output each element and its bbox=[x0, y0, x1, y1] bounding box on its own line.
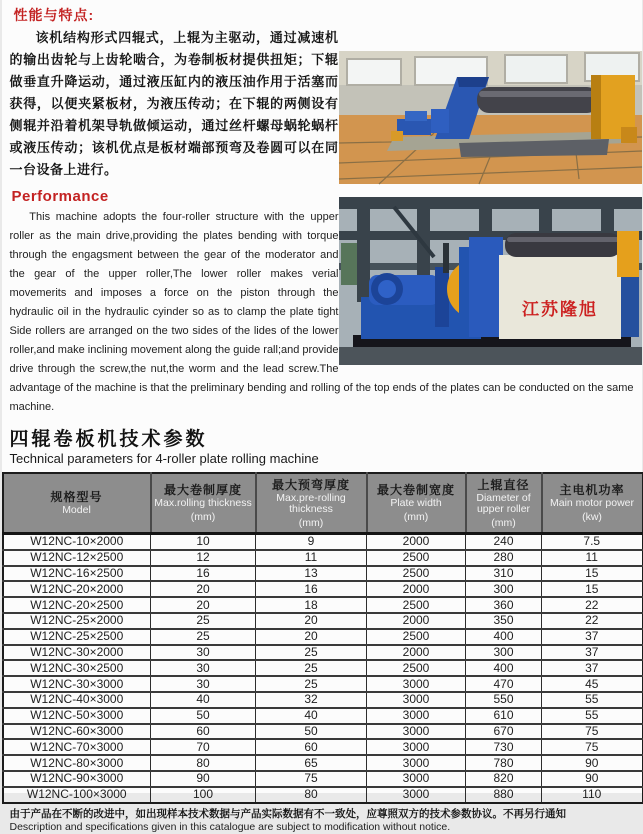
model-cell: W12NC-30×3000 bbox=[3, 676, 151, 692]
value-cell: 60 bbox=[151, 724, 256, 740]
value-cell: 75 bbox=[542, 724, 643, 740]
value-cell: 880 bbox=[466, 787, 542, 803]
model-cell: W12NC-40×3000 bbox=[3, 692, 151, 708]
value-cell: 7.5 bbox=[542, 534, 643, 550]
table-row bbox=[3, 566, 643, 582]
value-cell: 13 bbox=[256, 566, 367, 582]
model-cell: W12NC-20×2500 bbox=[3, 597, 151, 613]
value-cell: 25 bbox=[151, 613, 256, 629]
value-cell: 60 bbox=[256, 739, 367, 755]
model-cell: W12NC-30×2500 bbox=[3, 660, 151, 676]
value-cell: 11 bbox=[542, 550, 643, 566]
top-roller bbox=[477, 87, 599, 113]
value-cell: 20 bbox=[151, 581, 256, 597]
machine-photo-top bbox=[339, 51, 642, 184]
intro-section bbox=[2, 0, 642, 417]
value-cell: 3000 bbox=[367, 692, 466, 708]
value-cell: 50 bbox=[256, 724, 367, 740]
value-cell: 80 bbox=[256, 787, 367, 803]
table-row bbox=[3, 613, 643, 629]
value-cell: 3000 bbox=[367, 787, 466, 803]
catalog-page bbox=[2, 0, 642, 793]
value-cell: 40 bbox=[256, 708, 367, 724]
value-cell: 25 bbox=[256, 676, 367, 692]
value-cell: 22 bbox=[542, 613, 643, 629]
value-cell: 37 bbox=[542, 645, 643, 661]
value-cell: 780 bbox=[466, 755, 542, 771]
value-cell: 820 bbox=[466, 771, 542, 787]
value-cell: 470 bbox=[466, 676, 542, 692]
table-row bbox=[3, 739, 643, 755]
table-row bbox=[3, 660, 643, 676]
value-cell: 2500 bbox=[367, 660, 466, 676]
table-row bbox=[3, 597, 643, 613]
table-row bbox=[3, 534, 643, 550]
upper-roller bbox=[505, 233, 621, 257]
model-cell: W12NC-16×2500 bbox=[3, 566, 151, 582]
header-roller-diameter: 上辊直径 Diameter of upper roller (mm) bbox=[466, 473, 542, 534]
value-cell: 3000 bbox=[367, 771, 466, 787]
value-cell: 2500 bbox=[367, 566, 466, 582]
model-cell: W12NC-25×2000 bbox=[3, 613, 151, 629]
table-row bbox=[3, 550, 643, 566]
value-cell: 45 bbox=[542, 676, 643, 692]
value-cell: 2500 bbox=[367, 629, 466, 645]
model-cell: W12NC-12×2500 bbox=[3, 550, 151, 566]
value-cell: 310 bbox=[466, 566, 542, 582]
brand-panel bbox=[499, 255, 621, 339]
value-cell: 360 bbox=[466, 597, 542, 613]
value-cell: 400 bbox=[466, 660, 542, 676]
value-cell: 3000 bbox=[367, 676, 466, 692]
value-cell: 32 bbox=[256, 692, 367, 708]
model-cell: W12NC-25×2500 bbox=[3, 629, 151, 645]
model-cell: W12NC-20×2000 bbox=[3, 581, 151, 597]
model-cell: W12NC-30×2000 bbox=[3, 645, 151, 661]
value-cell: 30 bbox=[151, 676, 256, 692]
model-cell: W12NC-60×3000 bbox=[3, 724, 151, 740]
footnote bbox=[10, 808, 634, 834]
specs-title-en: Technical parameters for 4-roller plate rolling machine bbox=[10, 451, 642, 467]
value-cell: 2000 bbox=[367, 581, 466, 597]
right-frame bbox=[591, 75, 637, 143]
value-cell: 670 bbox=[466, 724, 542, 740]
value-cell: 9 bbox=[256, 534, 367, 550]
value-cell: 240 bbox=[466, 534, 542, 550]
value-cell: 25 bbox=[256, 660, 367, 676]
value-cell: 55 bbox=[542, 708, 643, 724]
value-cell: 25 bbox=[256, 645, 367, 661]
value-cell: 3000 bbox=[367, 724, 466, 740]
value-cell: 2000 bbox=[367, 613, 466, 629]
table-row bbox=[3, 581, 643, 597]
value-cell: 400 bbox=[466, 629, 542, 645]
value-cell: 15 bbox=[542, 581, 643, 597]
value-cell: 10 bbox=[151, 534, 256, 550]
brand-text: 江苏隆旭 bbox=[522, 299, 598, 319]
value-cell: 610 bbox=[466, 708, 542, 724]
table-row bbox=[3, 724, 643, 740]
specs-table bbox=[2, 472, 643, 804]
value-cell: 40 bbox=[151, 692, 256, 708]
value-cell: 20 bbox=[151, 597, 256, 613]
value-cell: 50 bbox=[151, 708, 256, 724]
value-cell: 3000 bbox=[367, 755, 466, 771]
table-row bbox=[3, 629, 643, 645]
model-cell: W12NC-50×3000 bbox=[3, 708, 151, 724]
value-cell: 75 bbox=[256, 771, 367, 787]
value-cell: 16 bbox=[151, 566, 256, 582]
table-row bbox=[3, 692, 643, 708]
product-photos bbox=[339, 51, 642, 365]
value-cell: 2500 bbox=[367, 597, 466, 613]
value-cell: 280 bbox=[466, 550, 542, 566]
value-cell: 70 bbox=[151, 739, 256, 755]
value-cell: 550 bbox=[466, 692, 542, 708]
value-cell: 37 bbox=[542, 660, 643, 676]
table-row bbox=[3, 771, 643, 787]
right-yellow-mount bbox=[617, 231, 639, 277]
value-cell: 37 bbox=[542, 629, 643, 645]
header-max-rolling: 最大卷制厚度 Max.rolling thickness (mm) bbox=[151, 473, 256, 534]
value-cell: 16 bbox=[256, 581, 367, 597]
performance-body: This machine adopts the four-roller structure with the upper roller as the main drive,providing the plates bending with torque through the engagsment between the gear of the moderator and the gear of the upper roller,The lower roller makes verial movemerits and imposes a force on the piston through the hydraulic oil in the hydraulic cyinder so as to clamp the plate tight Side rollers are arranged on the two sides of the lides of the lower roller,and make inclining movement along the guide rall;and provide drive through the screw,the nut,the worm and the lead screw.The advantage of the machine is that the preliminary bending and rolling of the top ends of the plates can be conducted on the same machine. bbox=[10, 208, 634, 417]
specs-title-cn: 四辊卷板机技术参数 bbox=[10, 429, 642, 451]
value-cell: 80 bbox=[151, 755, 256, 771]
value-cell: 350 bbox=[466, 613, 542, 629]
value-cell: 110 bbox=[542, 787, 643, 803]
table-row bbox=[3, 645, 643, 661]
features-body: 该机结构形式四辊式，上辊为主驱动，通过减速机的输出齿轮与上齿轮啮合，为卷制板材提供扭矩；下辊做垂直升降运动，通过液压缸内的液压油作用于活塞而获得，以便夹紧板材，为液压传动；在下辊的两侧设有侧辊并沿着机架导轨做倾运动，通过丝杆螺母蜗轮蜗杆或液压传动；该机优点是板材端部预弯及卷圆可以在同一台设备上进行。 bbox=[10, 27, 636, 181]
value-cell: 25 bbox=[151, 629, 256, 645]
value-cell: 75 bbox=[542, 739, 643, 755]
header-motor-power: 主电机功率 Main motor power (kw) bbox=[542, 473, 643, 534]
specs-table-body bbox=[3, 534, 643, 803]
value-cell: 18 bbox=[256, 597, 367, 613]
model-cell: W12NC-10×2000 bbox=[3, 534, 151, 550]
performance-title: Performance bbox=[12, 188, 642, 206]
footnote-cn: 由于产品在不断的改进中，如出现样本技术数据与产品实际数据有不一致处，应尊照双方的技术参数协议。不再另行通知 bbox=[10, 808, 634, 821]
header-model: 规格型号 Model bbox=[3, 473, 151, 534]
value-cell: 100 bbox=[151, 787, 256, 803]
value-cell: 3000 bbox=[367, 739, 466, 755]
model-cell: W12NC-80×3000 bbox=[3, 755, 151, 771]
value-cell: 300 bbox=[466, 645, 542, 661]
table-row bbox=[3, 676, 643, 692]
value-cell: 90 bbox=[542, 771, 643, 787]
value-cell: 22 bbox=[542, 597, 643, 613]
value-cell: 11 bbox=[256, 550, 367, 566]
value-cell: 65 bbox=[256, 755, 367, 771]
value-cell: 30 bbox=[151, 645, 256, 661]
value-cell: 730 bbox=[466, 739, 542, 755]
specs-header-row bbox=[3, 473, 643, 534]
value-cell: 90 bbox=[151, 771, 256, 787]
value-cell: 15 bbox=[542, 566, 643, 582]
value-cell: 30 bbox=[151, 660, 256, 676]
model-cell: W12NC-70×3000 bbox=[3, 739, 151, 755]
table-row bbox=[3, 708, 643, 724]
footnote-en: Description and specifications given in this catalogue are subject to modification without notice. bbox=[10, 821, 634, 834]
value-cell: 2000 bbox=[367, 645, 466, 661]
header-max-prerolling: 最大预弯厚度 Max.pre-rolling thickness (mm) bbox=[256, 473, 367, 534]
value-cell: 2500 bbox=[367, 550, 466, 566]
value-cell: 20 bbox=[256, 613, 367, 629]
value-cell: 3000 bbox=[367, 708, 466, 724]
header-plate-width: 最大卷制宽度 Plate width (mm) bbox=[367, 473, 466, 534]
value-cell: 2000 bbox=[367, 534, 466, 550]
table-row bbox=[3, 755, 643, 771]
model-cell: W12NC-100×3000 bbox=[3, 787, 151, 803]
value-cell: 12 bbox=[151, 550, 256, 566]
table-row bbox=[3, 787, 643, 803]
value-cell: 90 bbox=[542, 755, 643, 771]
value-cell: 20 bbox=[256, 629, 367, 645]
model-cell: W12NC-90×3000 bbox=[3, 771, 151, 787]
machine-photo-bottom bbox=[339, 197, 642, 365]
value-cell: 55 bbox=[542, 692, 643, 708]
features-title: 性能与特点: bbox=[14, 5, 642, 25]
value-cell: 300 bbox=[466, 581, 542, 597]
